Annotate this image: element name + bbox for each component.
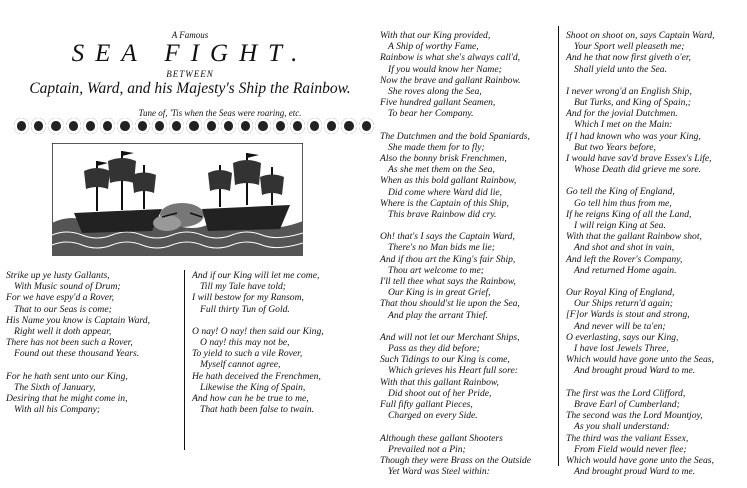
verse-column-2 bbox=[192, 270, 324, 426]
verse-line: Desiring that he might come in, bbox=[6, 393, 128, 405]
verse-line: Found out these thousand Years. bbox=[14, 348, 140, 360]
verse-line: And shot and shot in vain, bbox=[574, 242, 675, 254]
verse-line: And returned Home again. bbox=[574, 264, 677, 276]
verse-line: With all his Company; bbox=[14, 404, 101, 416]
heading-between: BETWEEN bbox=[166, 69, 214, 79]
verse-line: Our King is in great Grief, bbox=[388, 287, 491, 299]
verse-line: The third was the valiant Essex, bbox=[566, 432, 689, 444]
verse-line: And brought proud Ward to me. bbox=[574, 466, 696, 478]
verse-line: That to our Seas is come; bbox=[14, 303, 112, 315]
verse-line: With that the gallant Rainbow shot, bbox=[566, 231, 702, 243]
verse-line: Myself cannot agree, bbox=[200, 359, 281, 371]
verse-line: Full fifty gallant Pieces, bbox=[380, 399, 473, 411]
verse-line: To bear her Company. bbox=[388, 108, 474, 120]
verse-line: The second was the Lord Mountjoy, bbox=[566, 410, 703, 422]
subtitle: Captain, Ward, and his Majesty's Ship the Rainbow. bbox=[29, 80, 351, 97]
verse-line: Charged on every Side. bbox=[388, 410, 478, 422]
verse-line: Likewise the King of Spain, bbox=[200, 381, 306, 393]
stanza bbox=[566, 30, 715, 75]
verse-line: The first was the Lord Clifford, bbox=[566, 387, 686, 399]
verse-line: I'll tell thee what says the Rainbow, bbox=[380, 276, 516, 288]
verse-line: And play the arrant Thief. bbox=[388, 309, 488, 321]
page-title: SEA FIGHT. bbox=[71, 40, 309, 67]
verse-line: Shall yield unto the Sea. bbox=[574, 63, 667, 75]
verse-line: Five hundred gallant Seamen, bbox=[380, 97, 496, 109]
stanza bbox=[380, 332, 531, 422]
verse-line: Did come where Ward did lie, bbox=[388, 186, 503, 198]
verse-line: Though they were Brass on the Outside bbox=[380, 454, 531, 466]
verse-line: Did shoot out of her Pride, bbox=[388, 387, 492, 399]
verse-line: O nay! O nay! then said our King, bbox=[192, 325, 324, 337]
verse-line: Full thirty Tun of Gold. bbox=[200, 303, 290, 315]
verse-line: [F]or Wards is stout and strong, bbox=[566, 309, 690, 321]
verse-line: Rainbow is what she's always call'd, bbox=[380, 52, 521, 64]
verse-line: O everlasting, says our King, bbox=[566, 331, 679, 343]
verse-column-4 bbox=[566, 30, 715, 488]
verse-line: If he reigns King of all the Land, bbox=[566, 208, 692, 220]
stanza bbox=[566, 86, 715, 176]
verse-line: When as this bold gallant Rainbow, bbox=[380, 175, 517, 187]
verse-line: Brave Earl of Cumberland; bbox=[574, 398, 680, 410]
verse-line: As she met them on the Sea, bbox=[388, 164, 495, 176]
verse-line: Such Tidings to our King is come, bbox=[380, 354, 510, 366]
verse-line: But two Years before, bbox=[574, 141, 656, 153]
verse-line: Our Ships return'd again; bbox=[574, 298, 673, 310]
verse-line: Which would have gone unto the Seas, bbox=[566, 454, 714, 466]
verse-line: Pass as they did before; bbox=[388, 343, 480, 355]
verse-line: I will bestow for my Ransom, bbox=[192, 292, 304, 304]
stanza bbox=[380, 433, 531, 478]
column-rule bbox=[558, 26, 559, 466]
verse-line: To yield to such a vile Rover, bbox=[192, 348, 303, 360]
verse-line: Go tell him thus from me, bbox=[574, 197, 672, 209]
verse-line: He hath deceived the Frenchmen, bbox=[192, 370, 321, 382]
ships-woodcut-icon bbox=[52, 143, 303, 256]
verse-line: Oh! that's I says the Captain Ward, bbox=[380, 231, 515, 243]
verse-line: I will reign King at Sea. bbox=[574, 220, 666, 232]
verse-line: Thou art welcome to me; bbox=[388, 264, 484, 276]
verse-line: And he that now first giveth o'er, bbox=[566, 52, 691, 64]
verse-line: Also the bonny brisk Frenchmen, bbox=[380, 153, 507, 165]
ornament-border bbox=[14, 118, 374, 136]
verse-line: And will not let our Merchant Ships, bbox=[380, 331, 520, 343]
heading-famous: A Famous bbox=[171, 30, 209, 40]
verse-line: For we have espy'd a Rover, bbox=[6, 292, 115, 304]
column-rule bbox=[184, 270, 185, 450]
verse-line: The Dutchmen and the bold Spaniards, bbox=[380, 130, 530, 142]
verse-line: A Ship of worthy Fame, bbox=[388, 41, 479, 53]
verse-line: She roves along the Sea, bbox=[388, 86, 482, 98]
verse-line: With that this gallant Rainbow, bbox=[380, 376, 499, 388]
verse-line: Our Royal King of England, bbox=[566, 287, 675, 299]
verse-line: For he hath sent unto our King, bbox=[6, 370, 128, 382]
verse-line: Which would have gone unto the Seas, bbox=[566, 354, 714, 366]
stanza bbox=[192, 326, 324, 416]
verse-line: I would have sav'd brave Essex's Life, bbox=[566, 153, 712, 165]
verse-line: There's no Man bids me lie; bbox=[388, 242, 495, 254]
verse-line: Although these gallant Shooters bbox=[380, 432, 503, 444]
verse-line: She made them for to fly; bbox=[388, 141, 485, 153]
verse-line: Prevailed not a Pin; bbox=[388, 443, 466, 455]
verse-line: Your Sport well pleaseth me; bbox=[574, 41, 685, 53]
verse-line: That thou should'st lie upon the Sea, bbox=[380, 298, 520, 310]
stanza bbox=[380, 131, 531, 221]
verse-column-1 bbox=[6, 270, 150, 426]
stanza bbox=[6, 270, 150, 360]
verse-line: Right well it doth appear, bbox=[14, 326, 112, 338]
verse-line: Strike up ye lusty Gallants, bbox=[6, 270, 110, 281]
verse-column-3 bbox=[380, 30, 531, 488]
stanza bbox=[192, 270, 324, 315]
verse-line: I never wrong'd an English Ship, bbox=[566, 85, 692, 97]
verse-line: But Turks, and King of Spain,; bbox=[574, 97, 691, 109]
verse-line: His Name you know is Captain Ward, bbox=[6, 314, 150, 326]
verse-line: And if our King will let me come, bbox=[192, 270, 320, 281]
verse-line: This brave Rainbow did cry. bbox=[388, 209, 497, 221]
stanza bbox=[566, 186, 715, 276]
verse-line: O nay! this may not be, bbox=[200, 337, 290, 349]
stanza bbox=[566, 388, 715, 478]
verse-line: Now the brave and gallant Rainbow. bbox=[380, 74, 521, 86]
verse-line: Shoot on shoot on, says Captain Ward, bbox=[566, 30, 715, 41]
stanza bbox=[380, 30, 531, 120]
tune-line: Tune of, 'Tis when the Seas were roaring, etc. bbox=[138, 108, 302, 118]
stanza bbox=[380, 231, 531, 321]
verse-line: If you would know her Name; bbox=[388, 63, 502, 75]
verse-line: Go tell the King of England, bbox=[566, 186, 675, 198]
verse-line: From Field would never flee; bbox=[574, 443, 687, 455]
verse-line: Yet Ward was Steel within: bbox=[388, 466, 490, 478]
verse-line: And how can he be true to me, bbox=[192, 393, 309, 405]
verse-line: That hath been false to twain. bbox=[200, 404, 315, 416]
verse-line: I have lost Jewels Three, bbox=[574, 343, 669, 355]
stanza bbox=[566, 287, 715, 377]
verse-line: And if thou art the King's fair Ship, bbox=[380, 253, 516, 265]
verse-line: With that our King provided, bbox=[380, 30, 491, 41]
verse-line: The Sixth of January, bbox=[14, 381, 96, 393]
verse-line: There has not been such a Rover, bbox=[6, 337, 133, 349]
verse-line: As you shall understand: bbox=[574, 421, 670, 433]
verse-line: If I had known who was your King, bbox=[566, 130, 701, 142]
verse-line: With Music sound of Drum; bbox=[14, 281, 121, 293]
verse-line: And left the Rover's Company, bbox=[566, 253, 683, 265]
verse-line: And never will be ta'en; bbox=[574, 320, 666, 332]
verse-line: Which grieves his Heart full sore: bbox=[388, 365, 518, 377]
verse-line: Which I met on the Main: bbox=[574, 119, 673, 131]
verse-line: And brought proud Ward to me. bbox=[574, 365, 696, 377]
verse-line: Whose Death did grieve me sore. bbox=[574, 164, 701, 176]
verse-line: Where is the Captain of this Ship, bbox=[380, 197, 509, 209]
verse-line: Till my Tale have told; bbox=[200, 281, 286, 293]
stanza bbox=[6, 371, 150, 416]
verse-line: And for the jovial Dutchmen. bbox=[566, 108, 678, 120]
